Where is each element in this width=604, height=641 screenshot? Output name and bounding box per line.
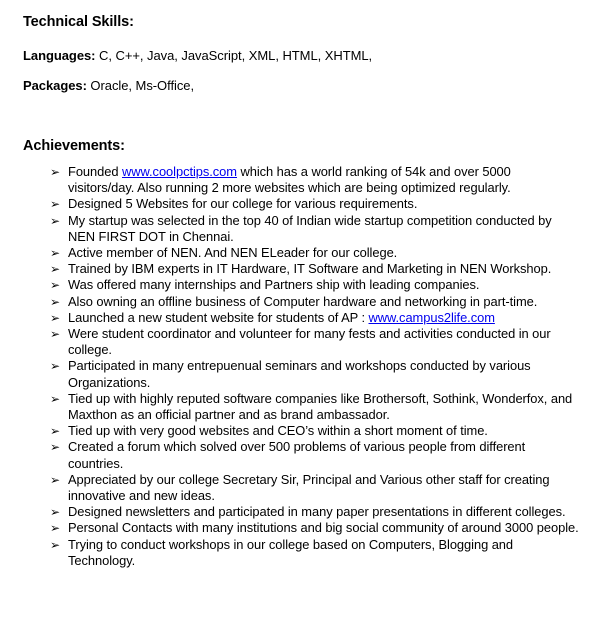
achievement-item bbox=[0, 537, 604, 569]
achievement-text: Also owning an offline business of Computer hardware and networking in part-time. bbox=[68, 293, 538, 309]
achievement-text bbox=[68, 164, 511, 195]
achievement-text: Trained by IBM experts in IT Hardware, IT Software and Marketing in NEN Workshop. bbox=[68, 261, 552, 277]
skill-label-languages: Languages: bbox=[23, 48, 96, 63]
achievement-item bbox=[0, 277, 604, 293]
achievement-text: Tied up with very good websites and CEO’s within a short moment of time. bbox=[68, 423, 488, 439]
achievement-text: Designed newsletters and participated in many paper presentations in different colleges. bbox=[68, 504, 566, 520]
heading-achievements: Achievements: bbox=[23, 138, 125, 154]
arrow-bullet-icon: ➢ bbox=[50, 278, 61, 293]
achievement-item bbox=[0, 358, 604, 390]
heading-technical-skills: Technical Skills: bbox=[23, 14, 134, 30]
arrow-bullet-icon: ➢ bbox=[50, 472, 61, 487]
skill-value-packages: Oracle, Ms-Office, bbox=[86, 78, 195, 93]
achievement-text: Trying to conduct workshops in our college based on Computers, Blogging and Technology. bbox=[68, 536, 514, 568]
arrow-bullet-icon: ➢ bbox=[50, 262, 61, 277]
arrow-bullet-icon: ➢ bbox=[50, 521, 61, 536]
achievement-text: Personal Contacts with many institutions and big social community of around 3000 people. bbox=[68, 520, 579, 536]
hyperlink[interactable]: www.campus2life.com bbox=[368, 309, 495, 325]
arrow-bullet-icon: ➢ bbox=[50, 391, 61, 406]
achievement-item bbox=[0, 213, 604, 245]
achievement-text: Tied up with highly reputed software companies like Brothersoft, Sothink, Wonderfox, and Maxthon as an official partner and as brand ambassador. bbox=[68, 390, 573, 423]
achievements-list bbox=[0, 164, 604, 569]
achievement-item bbox=[0, 391, 604, 423]
arrow-bullet-icon: ➢ bbox=[50, 213, 61, 228]
arrow-bullet-icon: ➢ bbox=[50, 327, 61, 342]
achievement-item bbox=[0, 439, 604, 471]
achievement-text: Active member of NEN. And NEN ELeader for our college. bbox=[68, 245, 398, 261]
arrow-bullet-icon: ➢ bbox=[50, 359, 61, 374]
arrow-bullet-icon: ➢ bbox=[50, 537, 61, 552]
arrow-bullet-icon: ➢ bbox=[50, 197, 61, 212]
skill-line-languages bbox=[23, 48, 372, 63]
achievement-text: Participated in many entrepuenual seminars and workshops conducted by various Organizations. bbox=[68, 358, 531, 390]
achievement-item bbox=[0, 326, 604, 358]
achievement-item bbox=[0, 504, 604, 520]
skill-label-packages: Packages: bbox=[23, 78, 87, 93]
arrow-bullet-icon: ➢ bbox=[50, 505, 61, 520]
arrow-bullet-icon: ➢ bbox=[50, 424, 61, 439]
achievement-text: Designed 5 Websites for our college for various requirements. bbox=[68, 196, 418, 212]
achievement-item bbox=[0, 423, 604, 439]
achievement-text: Were student coordinator and volunteer for many fests and activities conducted in our college. bbox=[68, 326, 551, 358]
achievement-text-before-link: Founded bbox=[68, 164, 122, 179]
skill-value-languages: C, C++, Java, JavaScript, XML, HTML, XHTML, bbox=[95, 48, 373, 63]
achievement-text-after-link: which has a world ranking of 54k and over 5000 visitors/day. Also running 2 more websites which are being optimized regularly. bbox=[68, 164, 511, 196]
arrow-bullet-icon: ➢ bbox=[50, 310, 61, 325]
achievement-item bbox=[0, 310, 604, 326]
achievement-item bbox=[0, 164, 604, 196]
achievement-item bbox=[0, 196, 604, 212]
achievement-text-before-link: Launched a new student website for students of AP : bbox=[68, 309, 369, 325]
achievement-item bbox=[0, 261, 604, 277]
hyperlink[interactable]: www.coolpctips.com bbox=[122, 164, 237, 179]
achievement-item bbox=[0, 520, 604, 536]
achievement-text: Created a forum which solved over 500 problems of various people from different countries. bbox=[68, 439, 526, 471]
achievement-item bbox=[0, 472, 604, 504]
arrow-bullet-icon: ➢ bbox=[50, 165, 61, 179]
achievement-text: Appreciated by our college Secretary Sir, Principal and Various other staff for creating innovative and new ideas. bbox=[68, 471, 550, 504]
arrow-bullet-icon: ➢ bbox=[50, 440, 61, 455]
achievement-text: Was offered many internships and Partners ship with leading companies. bbox=[68, 277, 480, 293]
arrow-bullet-icon: ➢ bbox=[50, 246, 61, 261]
achievement-item bbox=[0, 245, 604, 261]
arrow-bullet-icon: ➢ bbox=[50, 294, 61, 309]
achievement-item bbox=[0, 294, 604, 310]
achievement-text bbox=[68, 310, 495, 325]
skill-line-packages bbox=[23, 78, 194, 93]
achievement-text: My startup was selected in the top 40 of Indian wide startup competition conducted by NEN FIRST DOT in Chennai. bbox=[68, 212, 552, 244]
